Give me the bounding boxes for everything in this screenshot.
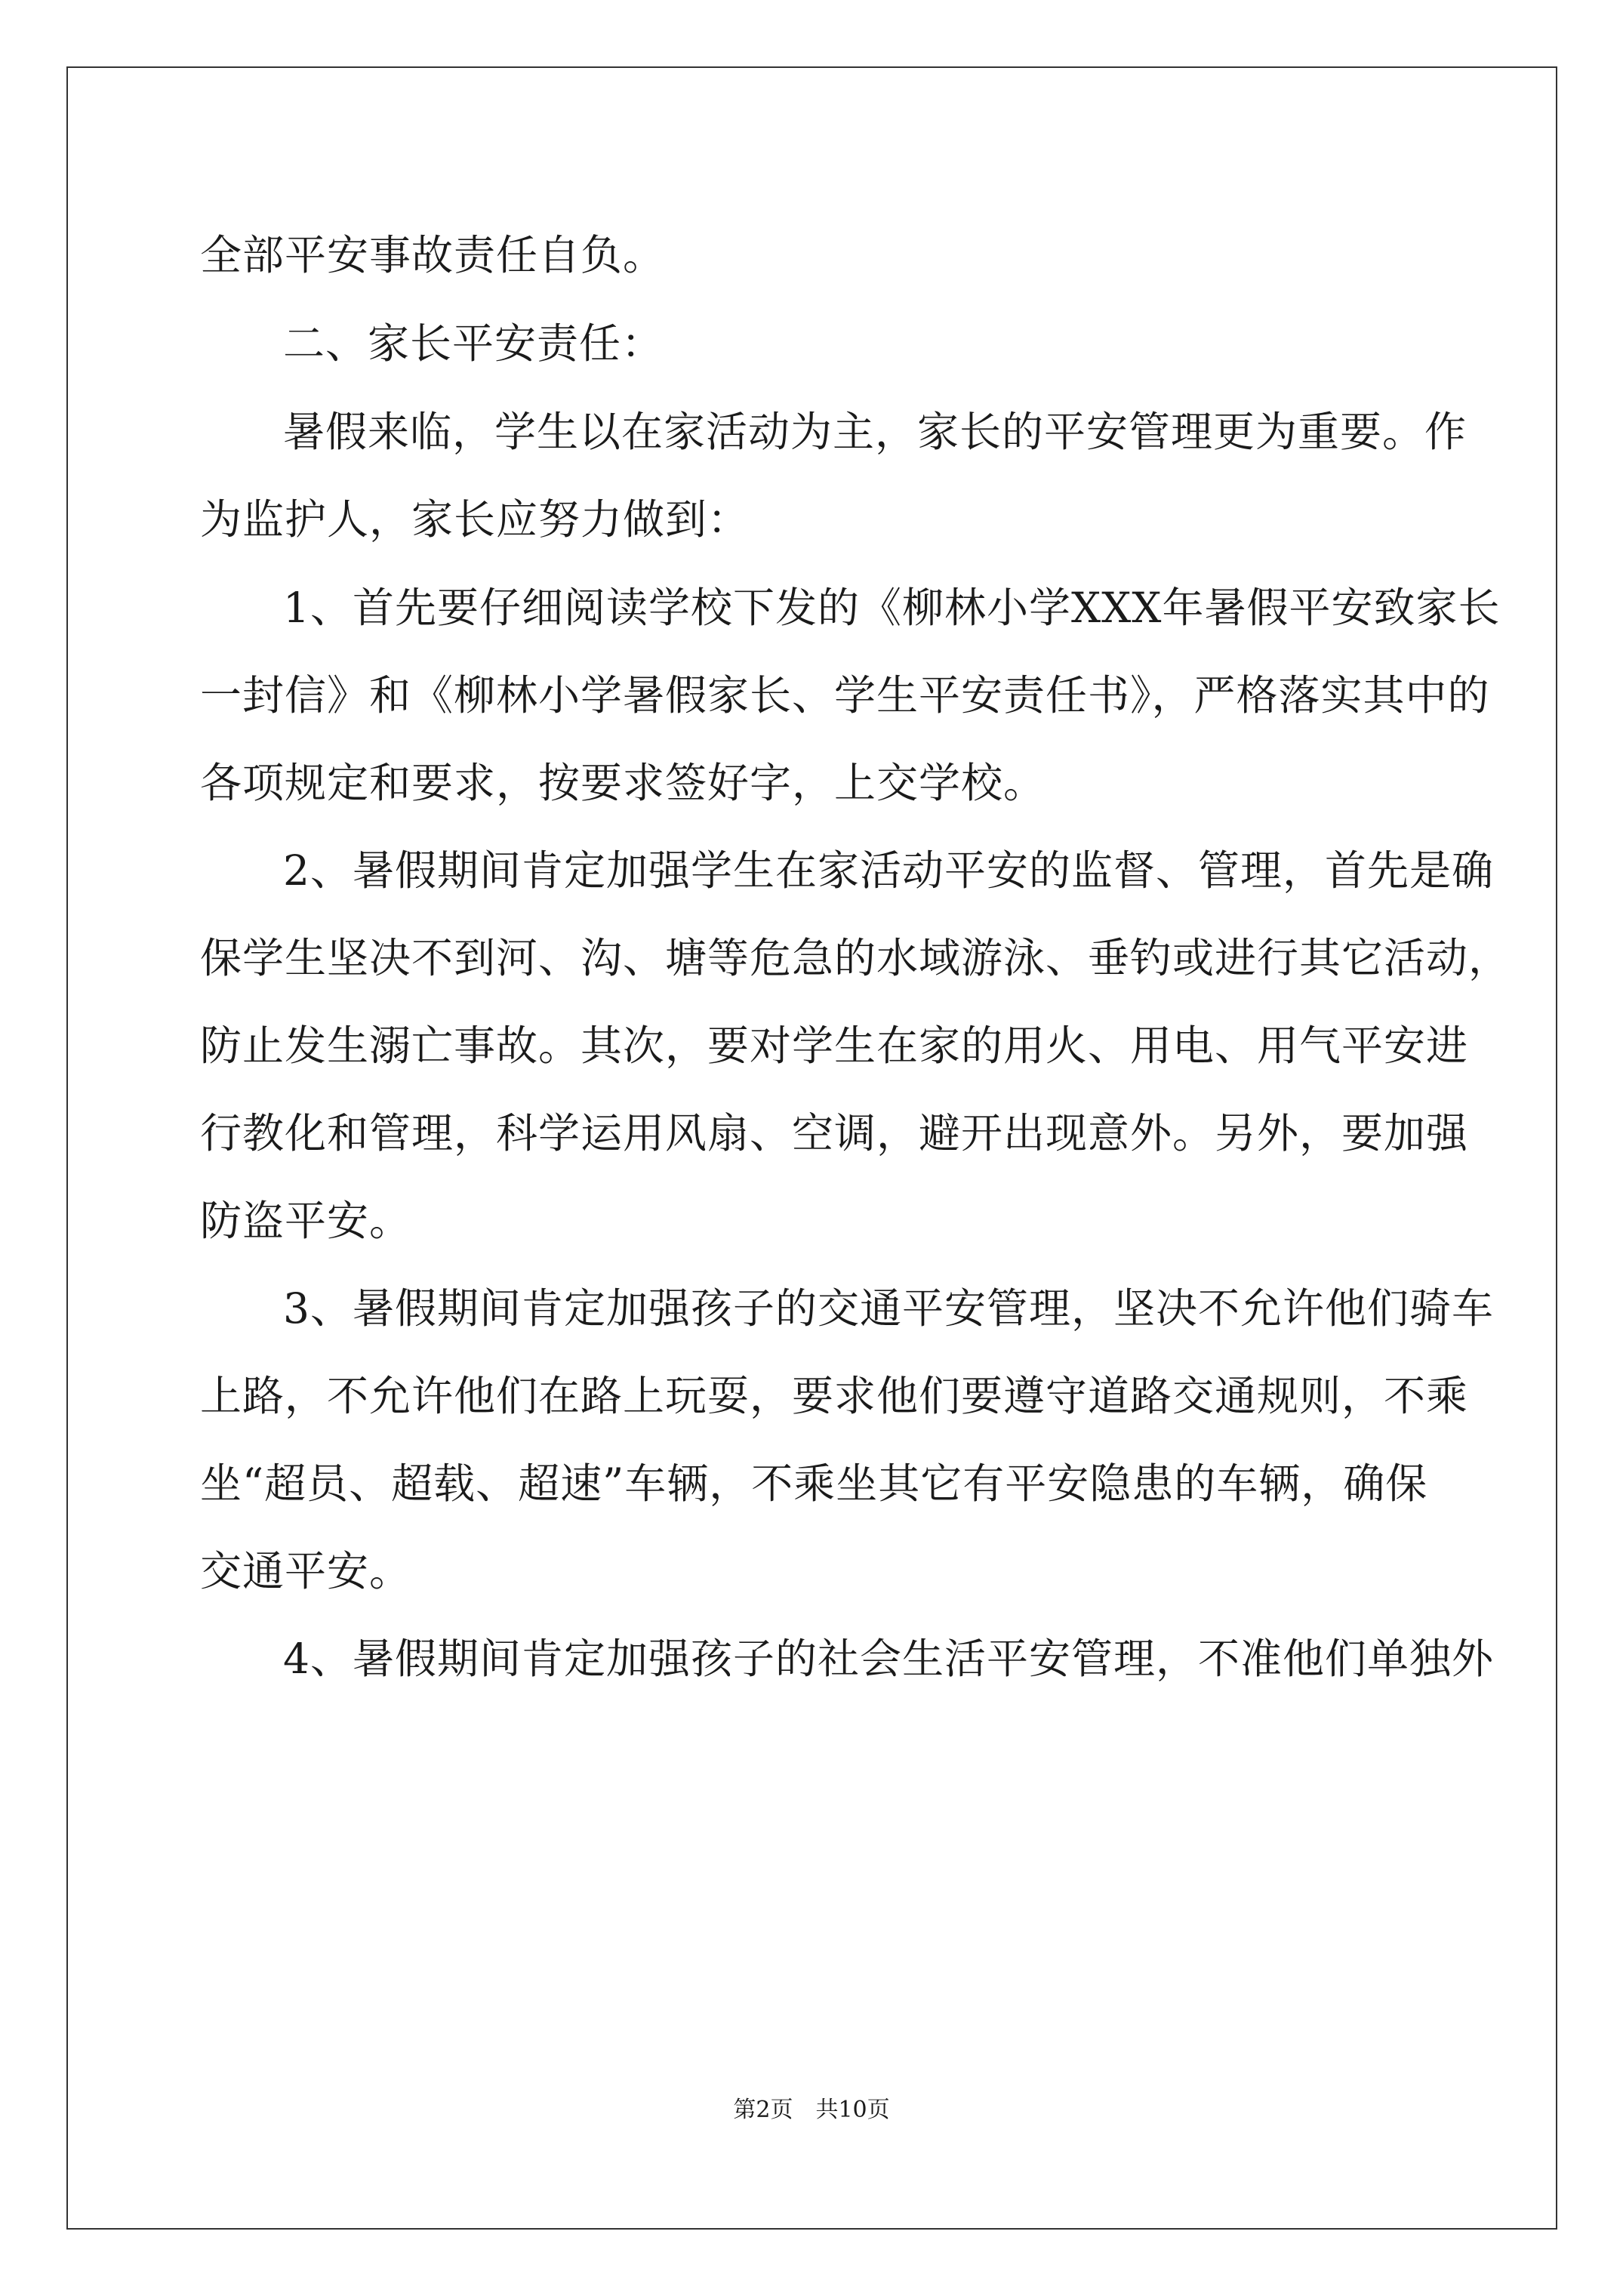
text-line: 暑假来临，学生以在家活动为主，家长的平安管理更为重要。作 [283,408,1467,456]
section-heading: 二、家长平安责任： [283,319,664,368]
text-line: 2、暑假期间肯定加强学生在家活动平安的监督、管理，首先是确 [283,846,1494,895]
text-line: 3、暑假期间肯定加强孩子的交通平安管理，坚决不允许他们骑车 [283,1284,1494,1333]
page-footer [0,2095,1623,2125]
text-line: 防止发生溺亡事故。其次，要对学生在家的用火、用电、用气平安进 [200,1022,1469,1070]
text-line: 一封信》和《柳林小学暑假家长、学生平安责任书》，严格落实其中的 [200,671,1490,720]
text-line: 为监护人，家长应努力做到： [200,495,750,544]
page-total: 共10页 [815,2097,890,2123]
text-line: 1、首先要仔细阅读学校下发的《柳林小学XXX年暑假平安致家长 [283,584,1501,632]
text-line: 交通平安。 [200,1547,412,1595]
text-line: 上路，不允许他们在路上玩耍，要求他们要遵守道路交通规则，不乘 [200,1372,1469,1420]
text-line: 防盗平安。 [200,1197,412,1245]
text-line: 全部平安事故责任自负。 [200,231,666,279]
text-line: 行教化和管理，科学运用风扇、空调，避开出现意外。另外，要加强 [200,1109,1469,1157]
text-line: 4、暑假期间肯定加强孩子的社会生活平安管理，不准他们单独外 [283,1635,1494,1683]
text-line: 各项规定和要求，按要求签好字，上交学校。 [200,759,1046,807]
text-line: 坐“超员、超载、超速”车辆，不乘坐其它有平安隐患的车辆，确保 [200,1459,1428,1508]
text-line: 保学生坚决不到河、沟、塘等危急的水域游泳、垂钓或进行其它活动， [200,934,1511,982]
page-number: 第2页 [733,2097,793,2123]
